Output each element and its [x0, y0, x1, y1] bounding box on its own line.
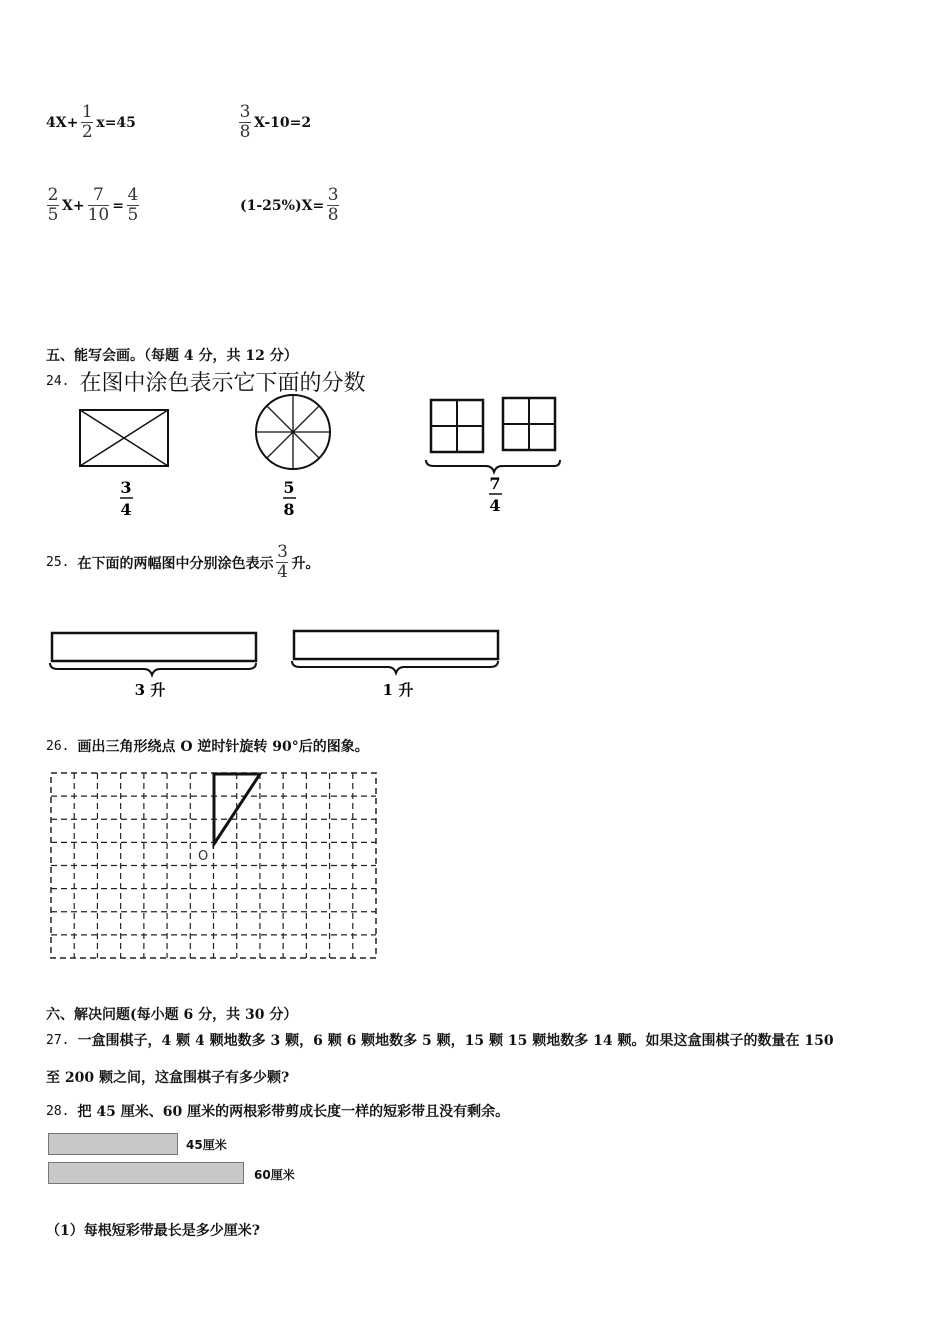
svg-text:4: 4	[120, 500, 132, 519]
q25-bar-1[interactable]	[50, 633, 256, 675]
eq3-frac2-num: 7	[93, 185, 104, 205]
equation-2	[236, 103, 311, 142]
q24-figures	[46, 390, 586, 525]
q28-strip-60-label: 60厘米	[254, 1168, 295, 1182]
question-25	[46, 543, 319, 582]
q25-bar-2-label: 1 升	[382, 681, 414, 699]
eq3-frac1-num: 2	[47, 185, 59, 205]
eq1-frac-den: 2	[81, 122, 93, 142]
eq3-frac1-den: 5	[47, 205, 59, 225]
q25-unit: 升。	[291, 555, 320, 572]
svg-text:4: 4	[489, 496, 501, 515]
question-26	[46, 736, 369, 756]
q25-bar-2[interactable]	[292, 631, 498, 673]
eq3-fraction-3	[127, 186, 139, 225]
equation-1	[46, 103, 136, 142]
eq4-fraction	[327, 186, 339, 225]
equation-3	[44, 186, 142, 225]
svg-text:5: 5	[283, 478, 295, 497]
q28-text: 把 45 厘米、60 厘米的两根彩带剪成长度一样的短彩带且没有剩余。	[77, 1104, 510, 1120]
q24-circle-figure[interactable]	[256, 395, 330, 469]
q28-strip-45-label: 45厘米	[186, 1138, 227, 1152]
eq1-frac-num: 1	[81, 102, 93, 122]
eq1-prefix: 4X+	[46, 114, 79, 131]
q24-number: 24.	[46, 374, 70, 389]
q24-text: 在图中涂色表示它下面的分数	[79, 371, 366, 396]
q25-figures	[46, 625, 516, 705]
q27-number: 27.	[46, 1032, 70, 1048]
q27-line-1: 一盒围棋子，4 颗 4 颗地数多 3 颗，6 颗 6 颗地数多 5 颗，15 颗 15 颗地数多 14 颗。如果这盒围棋子的数量在 150	[77, 1033, 834, 1049]
q25-frac-num: 3	[277, 542, 288, 562]
eq4-frac-num: 3	[327, 185, 339, 205]
q28-number: 28.	[46, 1103, 70, 1119]
svg-text:3: 3	[120, 478, 132, 497]
eq2-suffix: X-10=2	[254, 114, 312, 131]
q25-fraction	[276, 543, 288, 582]
q26-grid-figure[interactable]	[46, 768, 382, 964]
q28-strip-45	[48, 1133, 178, 1155]
q25-number: 25.	[46, 555, 70, 570]
eq3-frac3-num: 4	[127, 185, 139, 205]
eq3-frac2-den: 10	[87, 205, 110, 225]
q27-line-2: 至 200 颗之间，这盒围棋子有多少颗?	[46, 1070, 290, 1086]
eq3-mid-1: X+	[62, 197, 85, 214]
question-28	[46, 1101, 509, 1121]
eq2-frac-den: 8	[239, 122, 251, 142]
eq2-fraction	[239, 103, 251, 142]
eq3-fraction-2	[88, 186, 110, 225]
q25-frac-den: 4	[277, 562, 288, 582]
equation-4	[240, 186, 342, 225]
eq1-fraction	[81, 103, 93, 142]
eq3-frac3-den: 5	[127, 205, 139, 225]
q24-label-3	[489, 474, 502, 515]
q28-sub-question-1: （1）每根短彩带最长是多少厘米?	[46, 1223, 260, 1239]
eq3-fraction-1	[47, 186, 59, 225]
section-6-heading: 六、解决问题(每小题 6 分，共 30 分）	[46, 1007, 298, 1023]
q24-rectangle-figure[interactable]	[80, 410, 168, 466]
q26-number: 26.	[46, 738, 70, 754]
q26-text: 画出三角形绕点 O 逆时针旋转 90°后的图象。	[77, 739, 369, 755]
eq4-prefix: (1-25%)X=	[240, 197, 325, 214]
q24-label-1	[120, 478, 133, 519]
eq2-frac-num: 3	[239, 102, 251, 122]
q24-squares-figure[interactable]	[426, 398, 560, 472]
q24-label-2	[283, 478, 296, 519]
svg-text:8: 8	[283, 500, 295, 519]
q25-text: 在下面的两幅图中分别涂色表示	[77, 555, 274, 572]
section-5-heading: 五、能写会画。（每题 4 分，共 12 分）	[46, 348, 298, 364]
question-27	[46, 1030, 834, 1050]
q25-bar-1-label: 3 升	[134, 681, 166, 699]
eq3-mid-2: =	[112, 197, 124, 214]
q26-point-o: O	[198, 849, 209, 864]
eq1-suffix: x=45	[96, 114, 136, 131]
eq4-frac-den: 8	[327, 205, 339, 225]
q28-strip-60	[48, 1162, 244, 1184]
svg-text:7: 7	[489, 474, 501, 493]
